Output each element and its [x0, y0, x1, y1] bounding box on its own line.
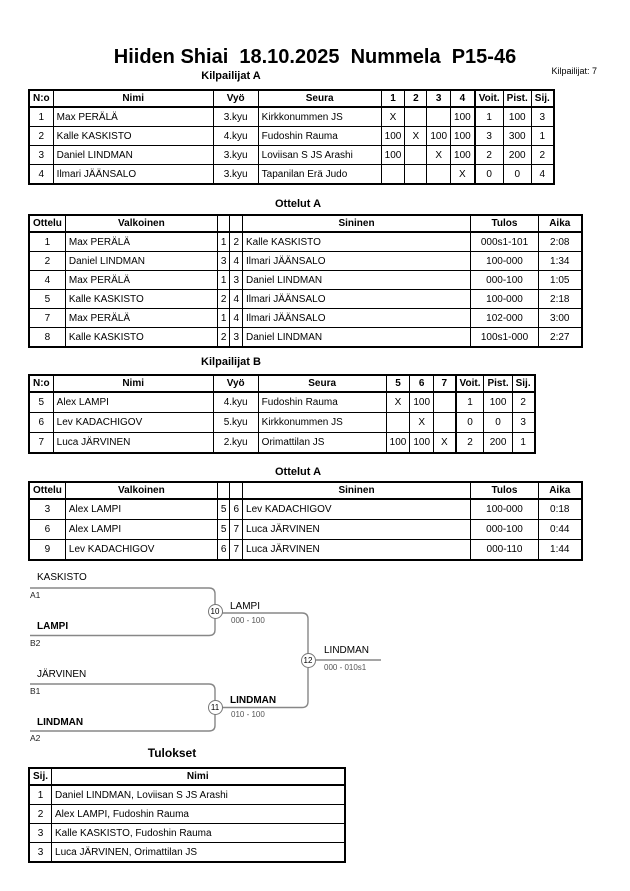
cell: 2 [456, 433, 484, 454]
column-header: Sij. [29, 768, 52, 785]
column-header: 6 [410, 375, 434, 392]
table-row [29, 107, 554, 127]
cell: 3 [531, 107, 554, 127]
cell: 3 [230, 271, 243, 290]
cell: 3 [217, 252, 230, 271]
cell: 200 [503, 146, 531, 165]
cell: Kalle KASKISTO [65, 328, 217, 348]
cell: 1 [456, 392, 484, 413]
match-node-11: 11 [208, 700, 223, 715]
cell: Daniel LINDMAN, Loviisan S JS Arashi [52, 785, 345, 805]
cell: Lev KADACHIGOV [65, 540, 217, 561]
cell: 100 [451, 127, 475, 146]
match-node-12: 12 [301, 653, 316, 668]
cell: 2:18 [539, 290, 582, 309]
cell: X [451, 165, 475, 185]
cell: Daniel LINDMAN [243, 271, 471, 290]
cell: 7 [230, 540, 243, 561]
cell: Daniel LINDMAN [243, 328, 471, 348]
bracket-winner-name: LINDMAN [324, 645, 370, 656]
column-header: 5 [386, 375, 410, 392]
bracket-score: 010 - 100 [231, 710, 265, 719]
cell: 1 [217, 232, 230, 252]
cell: 7 [29, 309, 65, 328]
page-title: Hiiden Shiai 18.10.2025 Nummela P15-46 [113, 46, 517, 68]
cell: 3.kyu [213, 146, 258, 165]
cell: Alex LAMPI [65, 520, 217, 540]
cell: X [434, 433, 456, 454]
cell: Orimattilan JS [258, 433, 386, 454]
cell: 2:27 [539, 328, 582, 348]
header-row [29, 90, 554, 107]
table-row [29, 165, 554, 185]
cell: 6 [29, 413, 53, 433]
column-header: Voit. [475, 90, 503, 107]
column-header: Valkoinen [65, 482, 217, 499]
cell: 0:18 [539, 499, 582, 520]
cell: Ilmari JÄÄNSALO [243, 252, 471, 271]
cell: 0:44 [539, 520, 582, 540]
bracket-seed-label: A2 [30, 733, 41, 743]
cell: 4.kyu [213, 392, 258, 413]
cell: X [381, 107, 405, 127]
pool-b-table [28, 374, 536, 454]
cell: 9 [29, 540, 65, 561]
cell: 000-100 [471, 271, 539, 290]
column-header: 4 [451, 90, 475, 107]
cell: 102-000 [471, 309, 539, 328]
cell: 4 [230, 252, 243, 271]
header-row [29, 215, 582, 232]
column-header: 7 [434, 375, 456, 392]
cell: 1 [217, 271, 230, 290]
column-header: N:o [29, 90, 53, 107]
cell: Kirkkonummen JS [258, 107, 381, 127]
cell: Lev KADACHIGOV [53, 413, 213, 433]
cell [427, 107, 451, 127]
table-row [29, 843, 345, 863]
cell: 3 [29, 146, 53, 165]
cell: 2 [512, 392, 535, 413]
cell: 4 [531, 165, 554, 185]
cell: 1:44 [539, 540, 582, 561]
bracket-slot-name: JÄRVINEN [37, 669, 87, 680]
column-header: Sij. [512, 375, 535, 392]
match-node-10: 10 [208, 604, 223, 619]
cell: 100-000 [471, 499, 539, 520]
column-header: Pist. [503, 90, 531, 107]
cell: 000s1-101 [471, 232, 539, 252]
cell: 1 [475, 107, 503, 127]
column-header: Sij. [531, 90, 554, 107]
column-header: Ottelu [29, 482, 65, 499]
cell: 7 [230, 520, 243, 540]
bracket-score: 000 - 100 [231, 616, 265, 625]
cell: Daniel LINDMAN [53, 146, 213, 165]
cell: 100-000 [471, 290, 539, 309]
cell: Kalle KASKISTO [243, 232, 471, 252]
cell: 4.kyu [213, 127, 258, 146]
column-header: Aika [539, 215, 582, 232]
cell: Tapanilan Erä Judo [258, 165, 381, 185]
column-header: Aika [539, 482, 582, 499]
cell: Alex LAMPI [53, 392, 213, 413]
table-row [29, 824, 345, 843]
cell: Luca JÄRVINEN [53, 433, 213, 454]
cell: 100 [410, 392, 434, 413]
cell: Kalle KASKISTO, Fudoshin Rauma [52, 824, 345, 843]
cell: 2 [531, 146, 554, 165]
bracket-slot-name: LAMPI [37, 621, 69, 632]
column-header: Valkoinen [65, 215, 217, 232]
cell: 2.kyu [213, 433, 258, 454]
cell: 100 [381, 127, 405, 146]
bracket-slot-name: LINDMAN [37, 717, 84, 728]
pool-a-table [28, 89, 555, 185]
matches-b-title: Ottelut A [274, 466, 322, 478]
cell: 300 [503, 127, 531, 146]
cell [434, 392, 456, 413]
column-header: Sininen [243, 482, 471, 499]
cell: 4 [230, 309, 243, 328]
table-row [29, 290, 582, 309]
cell [381, 165, 405, 185]
column-header: N:o [29, 375, 53, 392]
cell: 5 [217, 520, 230, 540]
cell: 1 [531, 127, 554, 146]
cell: Fudoshin Rauma [258, 127, 381, 146]
cell: 100 [410, 433, 434, 454]
column-header: Nimi [53, 375, 213, 392]
column-header: Tulos [471, 215, 539, 232]
cell: 0 [456, 413, 484, 433]
column-header: Seura [258, 375, 386, 392]
cell: 000-100 [471, 520, 539, 540]
cell: 2 [217, 328, 230, 348]
column-header: 2 [405, 90, 427, 107]
cell: Luca JÄRVINEN [243, 520, 471, 540]
column-header: Sininen [243, 215, 471, 232]
column-header [217, 215, 230, 232]
header-row [29, 375, 535, 392]
matches-b-table [28, 481, 583, 561]
cell: 3:00 [539, 309, 582, 328]
cell: Loviisan S JS Arashi [258, 146, 381, 165]
table-row [29, 232, 582, 252]
pool-b-title: Kilpailijat B [201, 356, 261, 368]
header-row [29, 768, 345, 785]
table-row [29, 413, 535, 433]
cell: X [405, 127, 427, 146]
cell: Luca JÄRVINEN, Orimattilan JS [52, 843, 345, 863]
column-header: Seura [258, 90, 381, 107]
cell: 1:34 [539, 252, 582, 271]
cell: Fudoshin Rauma [258, 392, 386, 413]
bracket-seed-label: B1 [30, 686, 41, 696]
matches-a-title: Ottelut A [274, 198, 322, 210]
cell: Ilmari JÄÄNSALO [53, 165, 213, 185]
cell: Max PERÄLÄ [65, 271, 217, 290]
column-header: 3 [427, 90, 451, 107]
cell: 1:05 [539, 271, 582, 290]
bracket-seed-label: A1 [30, 590, 41, 600]
cell: 1 [29, 107, 53, 127]
cell: Kirkkonummen JS [258, 413, 386, 433]
column-header: Vyö [213, 90, 258, 107]
cell: 2:08 [539, 232, 582, 252]
cell: 8 [29, 328, 65, 348]
cell: X [427, 146, 451, 165]
cell: Kalle KASKISTO [53, 127, 213, 146]
header-row [29, 482, 582, 499]
cell: Lev KADACHIGOV [243, 499, 471, 520]
column-header [230, 482, 243, 499]
cell [434, 413, 456, 433]
cell: 100-000 [471, 252, 539, 271]
cell: 5.kyu [213, 413, 258, 433]
cell: 3 [230, 328, 243, 348]
cell: 0 [503, 165, 531, 185]
table-row [29, 392, 535, 413]
table-row [29, 805, 345, 824]
cell: 100 [484, 392, 512, 413]
cell: 2 [29, 805, 52, 824]
cell [405, 146, 427, 165]
table-row [29, 520, 582, 540]
cell: Luca JÄRVINEN [243, 540, 471, 561]
cell: X [410, 413, 434, 433]
cell: 000-110 [471, 540, 539, 561]
cell: 3 [29, 843, 52, 863]
bracket-winner-name: LAMPI [230, 601, 261, 612]
cell [386, 413, 410, 433]
competitors-count: Kilpailijat: 7 [551, 66, 597, 76]
cell: 4 [230, 290, 243, 309]
table-row [29, 146, 554, 165]
cell: Daniel LINDMAN [65, 252, 217, 271]
column-header: 1 [381, 90, 405, 107]
cell: 5 [29, 290, 65, 309]
cell: 1 [512, 433, 535, 454]
cell: 4 [29, 165, 53, 185]
cell: 2 [475, 146, 503, 165]
table-row [29, 540, 582, 561]
table-row [29, 309, 582, 328]
cell: 100 [427, 127, 451, 146]
column-header [230, 215, 243, 232]
cell: 1 [217, 309, 230, 328]
table-row [29, 127, 554, 146]
results-title: Tulokset [147, 746, 197, 760]
cell: 3 [29, 824, 52, 843]
cell: 100 [386, 433, 410, 454]
cell: 3 [512, 413, 535, 433]
cell: 100 [451, 146, 475, 165]
column-header: Ottelu [29, 215, 65, 232]
cell: Ilmari JÄÄNSALO [243, 290, 471, 309]
cell: 5 [217, 499, 230, 520]
column-header: Nimi [52, 768, 345, 785]
cell: Kalle KASKISTO [65, 290, 217, 309]
cell: Alex LAMPI, Fudoshin Rauma [52, 805, 345, 824]
bracket-winner-name: LINDMAN [230, 695, 277, 706]
table-row [29, 433, 535, 454]
cell: 7 [29, 433, 53, 454]
bracket-slot-name: KASKISTO [37, 572, 87, 583]
cell: 4 [29, 271, 65, 290]
cell: 6 [29, 520, 65, 540]
cell: 5 [29, 392, 53, 413]
table-row [29, 271, 582, 290]
cell: 100 [503, 107, 531, 127]
table-row [29, 499, 582, 520]
results-table [28, 767, 346, 863]
column-header: Vyö [213, 375, 258, 392]
column-header: Nimi [53, 90, 213, 107]
cell [405, 165, 427, 185]
cell: 200 [484, 433, 512, 454]
matches-a-table [28, 214, 583, 348]
table-row [29, 785, 345, 805]
column-header: Pist. [484, 375, 512, 392]
cell [427, 165, 451, 185]
cell: Max PERÄLÄ [65, 232, 217, 252]
cell: X [386, 392, 410, 413]
bracket-seed-label: B2 [30, 638, 41, 648]
cell: 2 [230, 232, 243, 252]
cell: 100 [451, 107, 475, 127]
cell: 6 [230, 499, 243, 520]
cell: Max PERÄLÄ [65, 309, 217, 328]
pool-a-title: Kilpailijat A [201, 70, 261, 82]
column-header [217, 482, 230, 499]
cell: 0 [484, 413, 512, 433]
cell: 6 [217, 540, 230, 561]
cell: 3.kyu [213, 107, 258, 127]
cell: 100 [381, 146, 405, 165]
bracket-score: 000 - 010s1 [324, 663, 367, 672]
cell [405, 107, 427, 127]
cell: Ilmari JÄÄNSALO [243, 309, 471, 328]
column-header: Voit. [456, 375, 484, 392]
cell: 1 [29, 785, 52, 805]
cell: 3 [475, 127, 503, 146]
cell: 0 [475, 165, 503, 185]
cell: Alex LAMPI [65, 499, 217, 520]
cell: Max PERÄLÄ [53, 107, 213, 127]
cell: 2 [29, 252, 65, 271]
column-header: Tulos [471, 482, 539, 499]
table-row [29, 252, 582, 271]
cell: 3.kyu [213, 165, 258, 185]
cell: 100s1-000 [471, 328, 539, 348]
cell: 2 [217, 290, 230, 309]
cell: 3 [29, 499, 65, 520]
cell: 2 [29, 127, 53, 146]
table-row [29, 328, 582, 348]
cell: 1 [29, 232, 65, 252]
